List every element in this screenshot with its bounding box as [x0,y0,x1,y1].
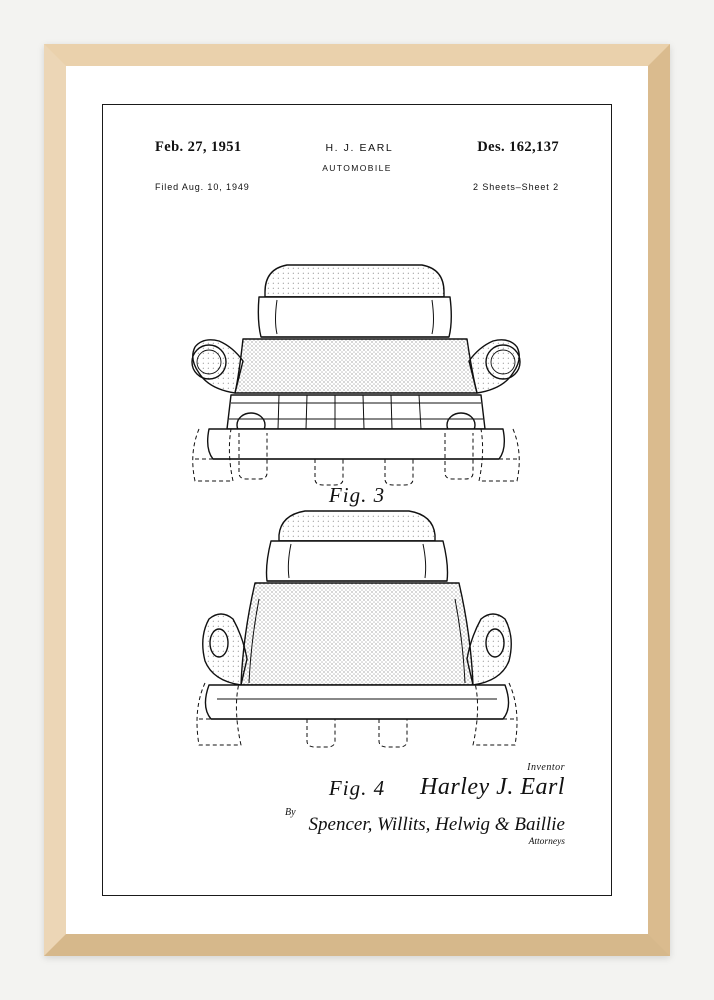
patent-date: Feb. 27, 1951 [155,139,242,155]
header-bottom-row [155,182,559,192]
frame-mat [66,66,648,934]
attorney-firm-signature: Spencer, Willits, Helwig & Baillie [308,814,565,835]
attorneys-label: Attorneys [528,837,565,847]
signature-block [275,762,565,847]
figure-4-caption: Fig. 4 [328,776,386,800]
rear-view-drawing [147,495,567,780]
patent-inventor-initials: H. J. EARL [325,142,394,154]
picture-frame [44,44,670,956]
patent-header [103,139,611,192]
patent-filed-date: Filed Aug. 10, 1949 [155,182,250,192]
inventor-label: Inventor [527,762,565,773]
figure-3 [103,197,611,508]
inventor-signature: Harley J. Earl [420,774,565,800]
header-top-row [155,139,559,156]
patent-sheet [102,104,612,896]
patent-sheet-count: 2 Sheets–Sheet 2 [473,182,559,192]
front-view-drawing [147,197,567,487]
patent-title: AUTOMOBILE [322,163,392,173]
patent-number: Des. 162,137 [477,139,559,155]
by-label: By [285,807,296,818]
figure-3-caption: Fig. 3 [328,483,386,507]
figure-4 [103,495,611,801]
header-center [242,142,478,154]
